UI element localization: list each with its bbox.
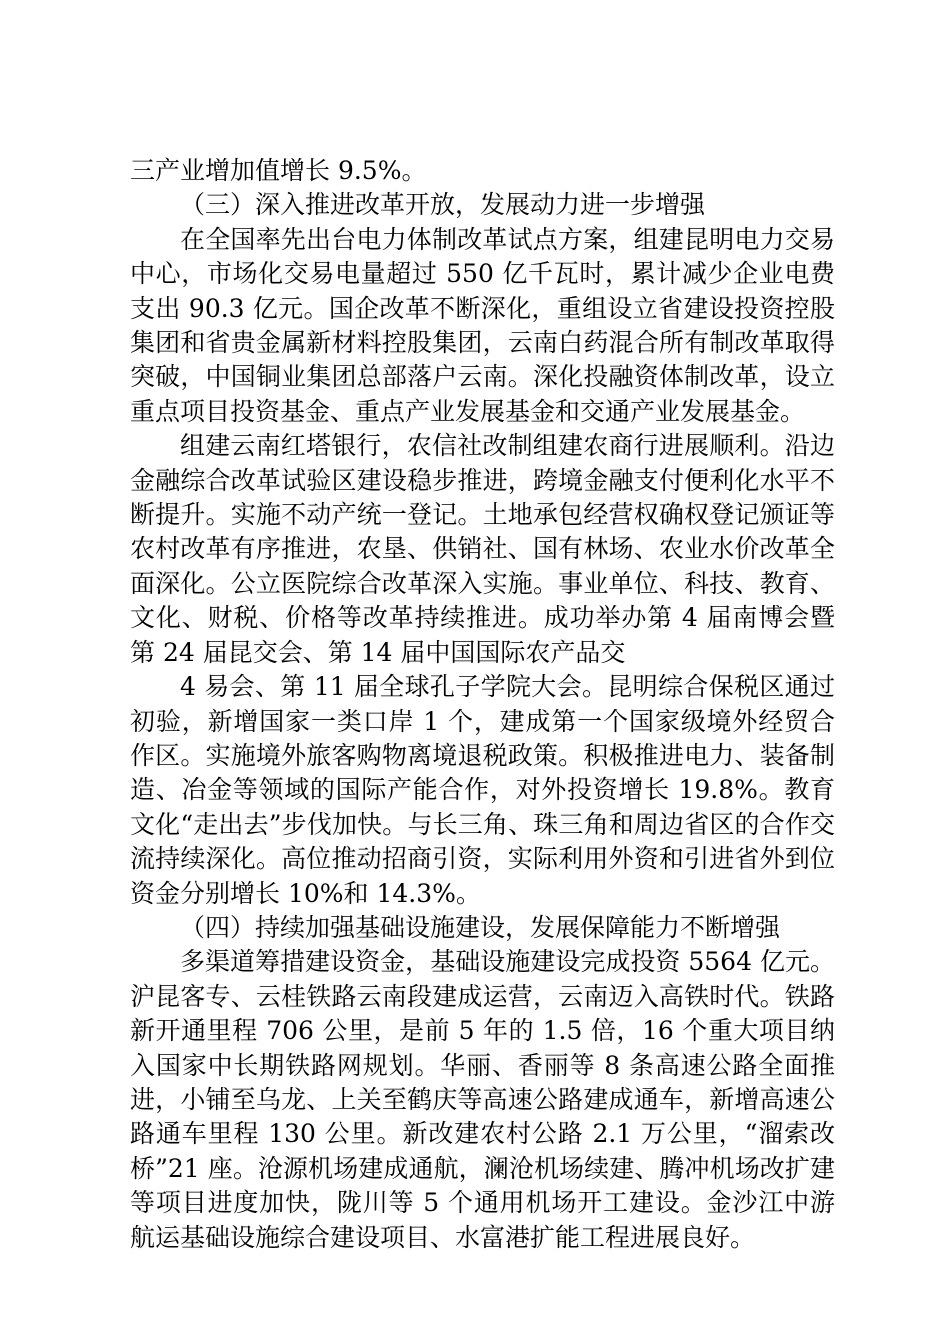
- document-page: [130, 154, 835, 1255]
- paragraph-power-reform: 在全国率先出台电力体制改革试点方案，组建昆明电力交易中心，市场化交易电量超过 550 亿千瓦时，累计减少企业电费支出 90.3 亿元。国企改革不断深化，重组设立省建设投资控股集团和省贵金属新材料控股集团，云南白药混合所有制改革取得突破，中国铜业集团总部落户云南。深化投融资体制改革，设立重点项目投资基金、重点产业发展基金和交通产业发展基金。: [130, 224, 835, 426]
- section-heading-reform: （三）深入推进改革开放，发展动力进一步增强: [180, 190, 706, 220]
- paragraph-opening-up: 4 易会、第 11 届全球孔子学院大会。昆明综合保税区通过初验，新增国家一类口岸 1 个，建成第一个国家级境外经贸合作区。实施境外旅客购物离境退税政策。积极推进电力、装备制造、冶金等领域的国际产能合作，对外投资增长 19.8%。教育文化“走出去”步伐加快。与长三角、珠三角和周边省区的合作交流持续深化。高位推动招商引资，实际利用外资和引进省外到位资金分别增长 10%和 14.3%。: [130, 672, 835, 908]
- paragraph-finance-reform: 组建云南红塔银行，农信社改制组建农商行进展顺利。沿边金融综合改革试验区建设稳步推进，跨境金融支付便利化水平不断提升。实施不动产统一登记。土地承包经营权确权登记颁证等农村改革有序推进，农垦、供销社、国有林场、农业水价改革全面深化。公立医院综合改革深入实施。事业单位、科技、教育、文化、财税、价格等改革持续推进。成功举办第 4 届南博会暨第 24 届昆交会、第 14 届中国国际农产品交: [130, 431, 835, 667]
- paragraph-continuation: 三产业增加值增长 9.5%。: [130, 156, 427, 185]
- section-heading-infrastructure: （四）持续加强基础设施建设，发展保障能力不断增强: [180, 912, 781, 942]
- paragraph-infrastructure: 多渠道筹措建设资金，基础设施建设完成投资 5564 亿元。沪昆客专、云桂铁路云南段建成运营，云南迈入高铁时代。铁路新开通里程 706 公里，是前 5 年的 1.5 倍，16 个重大项目纳入国家中长期铁路网规划。华丽、香丽等 8 条高速公路全面推进，小铺至乌龙、上关至鹤庆等高速公路建成通车，新增高速公路通车里程 130 公里。新改建农村公路 2.1 万公里，“溜索改桥”21 座。沧源机场建成通航，澜沧机场续建、腾冲机场改扩建等项目进度加快，陇川等 5 个通用机场开工建设。金沙江中游航运基础设施综合建设项目、水富港扩能工程进展良好。: [130, 947, 835, 1252]
